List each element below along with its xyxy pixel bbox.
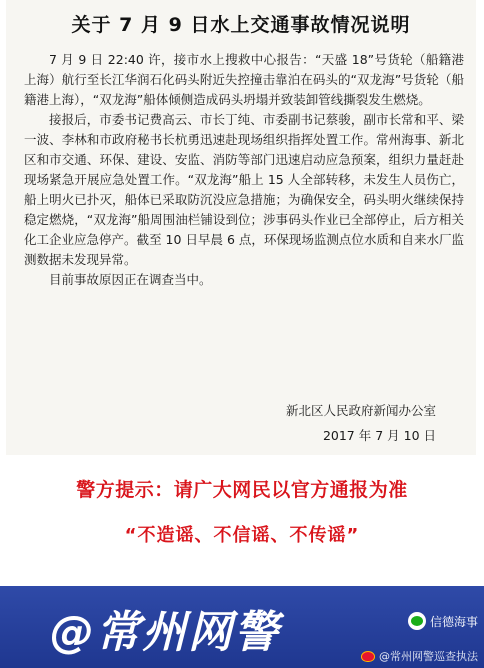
notice-title: 关于 7 月 9 日水上交通事故情况说明 [71, 14, 411, 36]
notice-document [6, 0, 476, 455]
notice-paragraph: 目前事故原因正在调查当中。 [49, 272, 212, 287]
notice-paragraph: 7 月 9 日 22:40 许，接市水上搜救中心报告：“天盛 18”号货轮（船籍港上海）航行至长江华润石化码头附近失控撞击靠泊在码头的“双龙海”号货轮（船籍港上海），“双龙海”船体倾侧造成码头坍塌并致装卸管线撕裂发生燃烧。 [24, 52, 464, 107]
issue-date: 2017 年 7 月 10 日 [322, 428, 436, 443]
notice-signature [286, 398, 436, 448]
wechat-watermark-text: 信德海事 [429, 614, 478, 629]
brand-logo-text: @常州网警 [50, 607, 280, 658]
weibo-watermark-text: @常州网警巡查执法 [379, 650, 478, 663]
slogan: “不造谣、不信谣、不传谣” [124, 525, 360, 546]
police-tip: 警方提示：请广大网民以官方通报为准 [76, 479, 408, 501]
notice-body [24, 50, 464, 290]
wechat-icon [408, 612, 426, 630]
weibo-watermark [361, 648, 478, 664]
notice-paragraph: 接报后，市委书记费高云、市长丁纯、市委副书记蔡骏，副市长常和平、梁一波、李林和市政府秘书长杭勇迅速赴现场组织指挥处置工作。常州海事、新北区和市交通、环保、建设、安监、消防等部门迅速启动应急预案，组织力量赶赴现场紧急开展应急处置工作。“双龙海”船上 15 人全部转移，未发生人员伤亡，船上明火已扑灭，船体已采取防沉没应急措施；为确保安全，码头明火继续保持稳定燃烧，“双龙海”船周围油栏铺设到位；涉事码头作业已全部停止，后方相关化工企业应急停产。截至 10 日早晨 6 点，环保现场监测点位水质和自来水厂监测数据未发现异常。 [24, 112, 464, 267]
wechat-watermark [408, 612, 478, 630]
issuer: 新北区人民政府新闻办公室 [285, 403, 436, 418]
weibo-icon [361, 651, 375, 662]
